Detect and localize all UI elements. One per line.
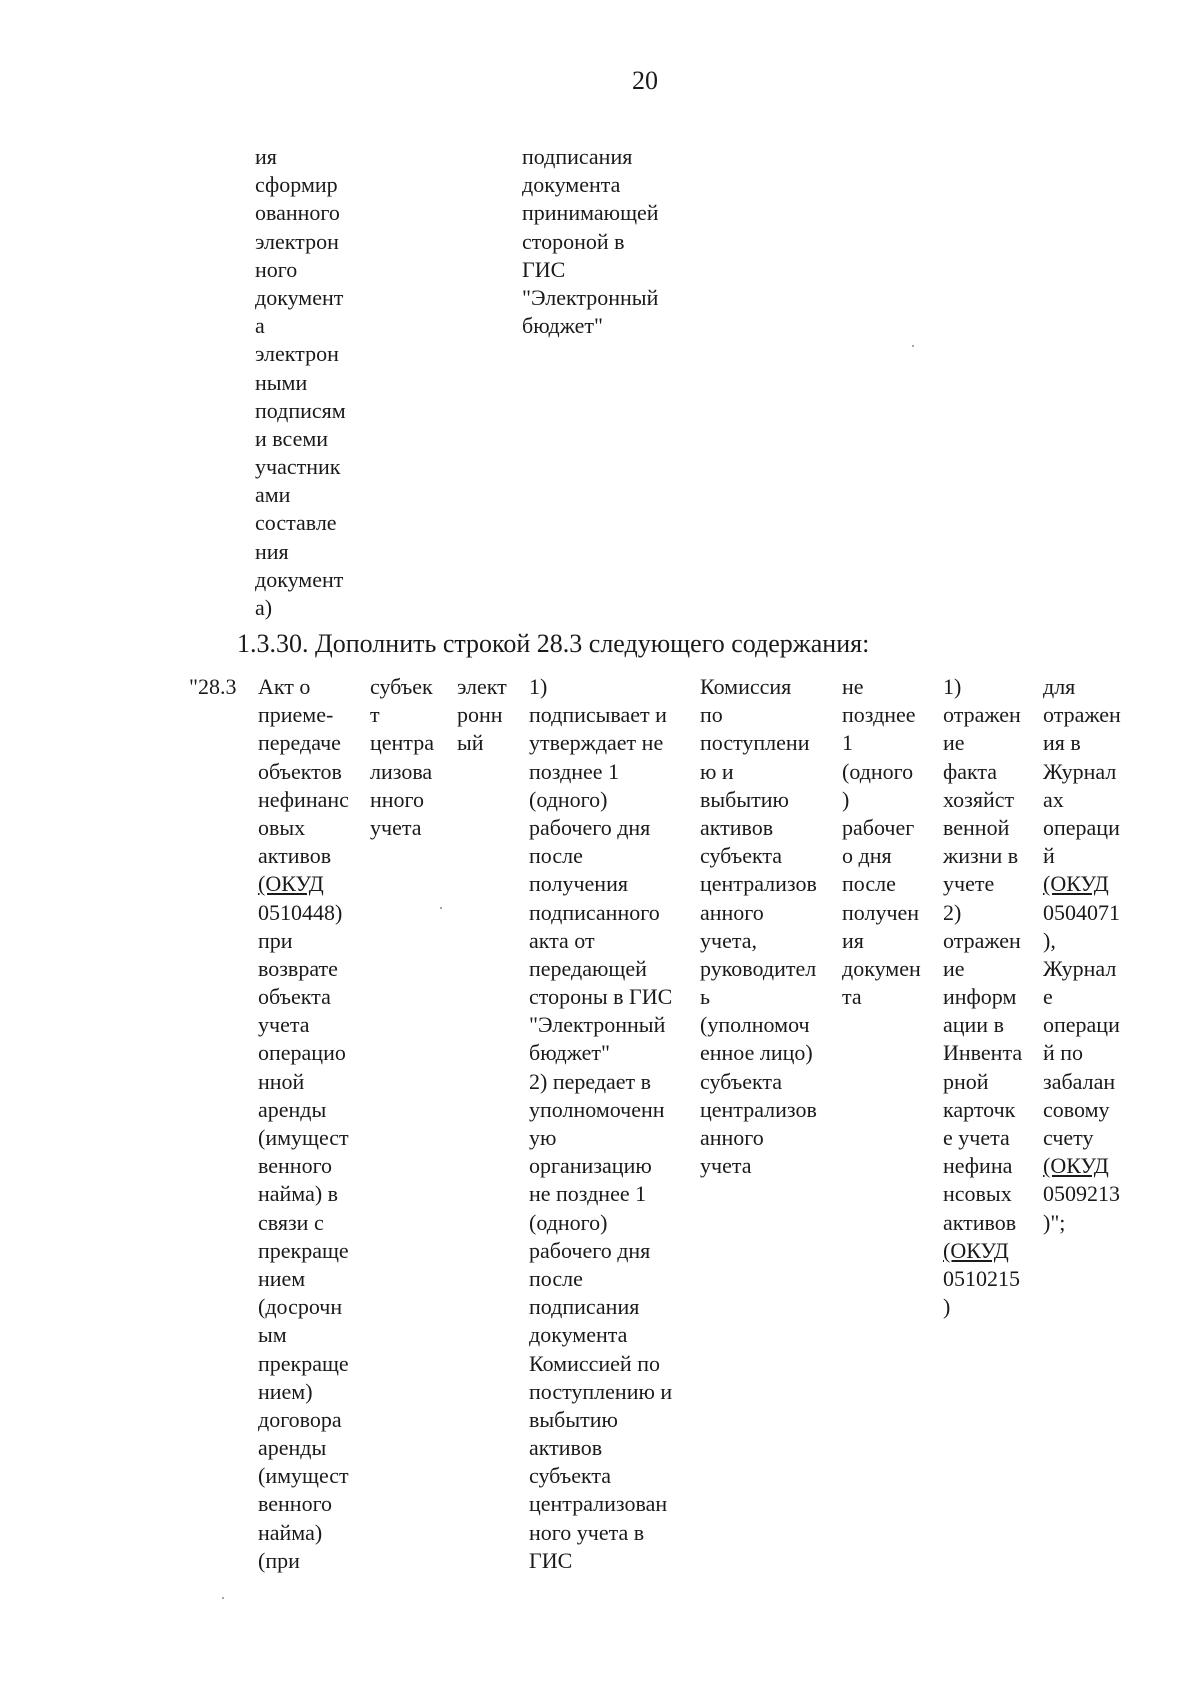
reflection-cell-line: 1): [943, 674, 962, 699]
continuation-left-cell-line: а: [255, 313, 265, 339]
continuation-left-cell-line: а): [255, 595, 273, 620]
continuation-left-cell-line: документ: [255, 566, 344, 592]
deadline-cell-line: после: [842, 871, 896, 897]
form-cell-line: элект: [457, 674, 507, 699]
document-name-cell-line: приеме-: [258, 702, 334, 728]
document-name-cell-line: договора: [258, 1406, 342, 1432]
continuation-left-cell-line: электрон: [255, 341, 339, 367]
procedure-steps-cell-line: акта от: [529, 927, 595, 953]
purpose-cell-line: )";: [1043, 1209, 1066, 1235]
reflection-cell-line: активов: [943, 1209, 1017, 1235]
reflection-cell-line: карточк: [943, 1096, 1016, 1122]
responsible-cell-line: ь: [700, 984, 711, 1010]
procedure-steps-cell-line: субъекта: [529, 1463, 612, 1489]
scan-speck: [440, 907, 442, 909]
document-name-cell-line: венного: [258, 1491, 333, 1517]
document-name-cell-line: аренды: [258, 1435, 327, 1461]
subject-cell-line: нного: [370, 786, 425, 812]
continuation-right-cell-line: документа: [522, 172, 621, 198]
purpose-cell: [1043, 673, 1121, 1237]
deadline-cell-line: 1: [842, 730, 853, 756]
procedure-steps-cell-line: стороны в ГИС: [529, 984, 673, 1010]
responsible-cell-line: субъекта: [700, 843, 783, 869]
document-name-cell-line: активов: [258, 843, 332, 869]
responsible-cell-line: централизов: [700, 1096, 817, 1122]
procedure-steps-cell-line: подписания: [529, 1294, 640, 1320]
purpose-cell-line: совому: [1043, 1096, 1110, 1122]
deadline-cell-line: не: [842, 674, 864, 699]
document-name-cell: [258, 673, 349, 1575]
procedure-steps-cell-line: утверждает не: [529, 730, 664, 756]
purpose-cell-line: й: [1043, 843, 1055, 869]
procedure-steps-cell: [529, 673, 672, 1575]
continuation-left-cell-line: участник: [255, 454, 341, 480]
document-name-cell-line: прекраще: [258, 1237, 349, 1263]
document-name-cell-line: при: [258, 927, 293, 953]
responsible-cell-line: активов: [700, 814, 774, 840]
procedure-steps-cell-line: передающей: [529, 955, 647, 981]
responsible-cell-line: по: [700, 702, 723, 728]
purpose-cell-line: (ОКУД: [1043, 871, 1109, 897]
continuation-left-cell-line: электрон: [255, 228, 339, 254]
document-name-cell-line: найма): [258, 1519, 323, 1545]
responsible-cell-line: учета: [700, 1153, 752, 1179]
procedure-steps-cell-line: (одного): [529, 786, 608, 812]
document-name-cell-line: операцио: [258, 1040, 346, 1066]
reflection-cell-line: ие: [943, 730, 965, 756]
document-name-cell-line: Акт о: [258, 674, 311, 699]
reflection-cell-line: учете: [943, 871, 995, 897]
procedure-steps-cell-line: рабочего дня: [529, 814, 651, 840]
document-name-cell-line: объектов: [258, 758, 342, 784]
document-name-cell-line: прекраще: [258, 1350, 349, 1376]
purpose-cell-line: е: [1043, 984, 1053, 1010]
deadline-cell-line: (одного: [842, 758, 914, 784]
deadline-cell: [842, 673, 921, 1011]
document-name-cell-line: нефинанс: [258, 786, 349, 812]
continuation-right-cell: [522, 143, 659, 340]
deadline-cell-line: ия: [842, 927, 864, 953]
document-name-cell-line: аренды: [258, 1096, 327, 1122]
continuation-left-cell-line: документ: [255, 284, 344, 310]
continuation-left-cell-line: ия: [255, 144, 277, 169]
responsible-cell-line: анного: [700, 899, 764, 925]
continuation-left-cell-line: ами: [255, 482, 291, 508]
procedure-steps-cell-line: подписывает и: [529, 702, 667, 728]
purpose-cell-line: ),: [1043, 927, 1056, 953]
document-name-cell-line: овых: [258, 814, 306, 840]
responsible-cell-line: руководител: [700, 955, 817, 981]
continuation-left-cell-line: ного: [255, 256, 298, 282]
deadline-cell-line: о дня: [842, 843, 892, 869]
purpose-cell-line: отражен: [1043, 702, 1121, 728]
procedure-steps-cell-line: выбытию: [529, 1406, 618, 1432]
continuation-left-cell-line: ованного: [255, 200, 340, 226]
subject-cell-line: т: [370, 702, 380, 728]
reflection-cell-line: ): [943, 1294, 951, 1320]
responsible-cell-line: централизов: [700, 871, 817, 897]
reflection-cell-line: ие: [943, 955, 965, 981]
reflection-cell-line: жизни в: [943, 843, 1019, 869]
reflection-cell: [943, 673, 1022, 1321]
responsible-cell: [700, 673, 817, 1180]
procedure-steps-cell-line: после: [529, 1265, 583, 1291]
reflection-cell-line: хозяйст: [943, 786, 1015, 812]
deadline-cell-line: та: [842, 984, 862, 1010]
reflection-cell-line: (ОКУД: [943, 1237, 1009, 1263]
responsible-cell-line: (уполномоч: [700, 1012, 810, 1038]
reflection-cell-line: 2): [943, 899, 962, 925]
continuation-left-cell-line: составле: [255, 510, 337, 536]
reflection-cell-line: венной: [943, 814, 1010, 840]
continuation-right-cell-line: "Электронный: [522, 284, 659, 310]
reflection-cell-line: е учета: [943, 1125, 1010, 1150]
procedure-steps-cell-line: Комиссией по: [529, 1350, 660, 1376]
document-name-cell-line: (имущест: [258, 1463, 349, 1489]
document-name-cell-line: возврате: [258, 955, 338, 981]
document-name-cell-line: связи с: [258, 1209, 324, 1235]
reflection-cell-line: рной: [943, 1068, 989, 1094]
procedure-steps-cell-line: позднее 1: [529, 758, 620, 784]
deadline-cell-line: ): [842, 786, 850, 812]
continuation-right-cell-line: бюджет": [522, 313, 603, 339]
responsible-cell-line: енное лицо): [700, 1040, 813, 1066]
procedure-steps-cell-line: активов: [529, 1435, 603, 1461]
procedure-steps-cell-line: бюджет": [529, 1040, 610, 1066]
procedure-steps-cell-line: ного учета в: [529, 1519, 645, 1545]
responsible-cell-line: анного: [700, 1125, 764, 1150]
purpose-cell-line: (ОКУД: [1043, 1153, 1109, 1179]
document-name-cell-line: найма) в: [258, 1181, 339, 1207]
reflection-cell-line: отражен: [943, 702, 1021, 728]
procedure-steps-cell-line: (одного): [529, 1209, 608, 1235]
purpose-cell-line: 0504071: [1043, 899, 1120, 925]
continuation-left-cell-line: подписям: [255, 397, 346, 423]
document-name-cell-line: ым: [258, 1322, 287, 1348]
row-number-cell: [189, 673, 236, 701]
continuation-left-cell-line: ными: [255, 369, 308, 395]
procedure-steps-cell-line: рабочего дня: [529, 1237, 651, 1263]
form-cell-line: ронн: [457, 702, 503, 728]
procedure-steps-cell-line: подписанного: [529, 899, 660, 925]
continuation-right-cell-line: подписания: [522, 144, 633, 169]
procedure-steps-cell-line: организацию: [529, 1153, 652, 1179]
deadline-cell-line: докумен: [842, 955, 921, 981]
document-name-cell-line: нием): [258, 1378, 313, 1404]
responsible-cell-line: поступлени: [700, 730, 810, 756]
row-number-cell-line: "28.3: [189, 674, 237, 699]
document-name-cell-line: объекта: [258, 984, 331, 1010]
continuation-left-cell-line: сформир: [255, 172, 338, 198]
purpose-cell-line: ия в: [1043, 730, 1081, 756]
procedure-steps-cell-line: уполномоченн: [529, 1096, 665, 1122]
reflection-cell-line: 0510215: [943, 1265, 1020, 1291]
purpose-cell-line: Журнал: [1043, 955, 1117, 981]
procedure-steps-cell-line: ую: [529, 1125, 557, 1150]
procedure-steps-cell-line: 1): [529, 674, 548, 699]
document-name-cell-line: 0510448): [258, 899, 343, 925]
continuation-left-cell: [255, 143, 346, 622]
purpose-cell-line: Журнал: [1043, 758, 1117, 784]
responsible-cell-line: субъекта: [700, 1068, 783, 1094]
deadline-cell-line: рабочег: [842, 814, 915, 840]
responsible-cell-line: ю и: [700, 758, 734, 784]
responsible-cell-line: учета,: [700, 927, 757, 953]
procedure-steps-cell-line: поступлению и: [529, 1378, 673, 1404]
subject-cell-line: центра: [370, 730, 434, 756]
form-cell: [457, 673, 507, 758]
document-name-cell-line: нием: [258, 1265, 306, 1291]
reflection-cell-line: отражен: [943, 927, 1021, 953]
procedure-steps-cell-line: не позднее 1: [529, 1181, 647, 1207]
continuation-right-cell-line: ГИС: [522, 256, 566, 282]
purpose-cell-line: забалан: [1043, 1068, 1116, 1094]
continuation-right-cell-line: стороной в: [522, 228, 625, 254]
document-name-cell-line: (при: [258, 1547, 300, 1573]
purpose-cell-line: счету: [1043, 1125, 1094, 1150]
document-name-cell-line: (досрочн: [258, 1294, 343, 1320]
document-name-cell-line: передаче: [258, 730, 341, 756]
subject-cell-line: учета: [370, 814, 422, 840]
procedure-steps-cell-line: документа: [529, 1322, 628, 1348]
purpose-cell-line: для: [1043, 674, 1076, 699]
deadline-cell-line: получен: [842, 899, 920, 925]
procedure-steps-cell-line: ГИС: [529, 1547, 573, 1573]
procedure-steps-cell-line: 2) передает в: [529, 1068, 652, 1094]
continuation-left-cell-line: ния: [255, 538, 289, 564]
responsible-cell-line: Комиссия: [700, 674, 792, 699]
purpose-cell-line: операци: [1043, 814, 1120, 840]
reflection-cell-line: ации в: [943, 1012, 1004, 1038]
procedure-steps-cell-line: после: [529, 843, 583, 869]
procedure-steps-cell-line: централизован: [529, 1491, 668, 1517]
subject-cell-line: субъек: [370, 674, 433, 699]
document-name-cell-line: нной: [258, 1068, 305, 1094]
reflection-cell-line: факта: [943, 758, 998, 784]
deadline-cell-line: позднее: [842, 702, 916, 728]
scan-speck: [222, 1597, 224, 1599]
responsible-cell-line: выбытию: [700, 786, 789, 812]
document-name-cell-line: венного: [258, 1153, 333, 1179]
continuation-left-cell-line: и всеми: [255, 425, 329, 451]
procedure-steps-cell-line: "Электронный: [529, 1012, 666, 1038]
reflection-cell-line: информ: [943, 984, 1017, 1010]
purpose-cell-line: й по: [1043, 1040, 1084, 1066]
reflection-cell-line: нсовых: [943, 1181, 1012, 1207]
document-name-cell-line: учета: [258, 1012, 310, 1038]
purpose-cell-line: операци: [1043, 1012, 1120, 1038]
document-name-cell-line: (ОКУД: [258, 871, 324, 897]
page-number: 20: [632, 66, 658, 95]
purpose-cell-line: 0509213: [1043, 1181, 1120, 1207]
continuation-right-cell-line: принимающей: [522, 200, 659, 226]
form-cell-line: ый: [457, 730, 484, 756]
reflection-cell-line: нефина: [943, 1153, 1013, 1179]
document-name-cell-line: (имущест: [258, 1125, 349, 1150]
subject-cell-line: лизова: [370, 758, 433, 784]
reflection-cell-line: Инвента: [943, 1040, 1023, 1066]
purpose-cell-line: ах: [1043, 786, 1064, 812]
amendment-intro: 1.3.30. Дополнить строкой 28.3 следующего содержания:: [237, 629, 870, 658]
scan-speck: [912, 345, 914, 347]
subject-cell: [370, 673, 434, 842]
procedure-steps-cell-line: получения: [529, 871, 628, 897]
